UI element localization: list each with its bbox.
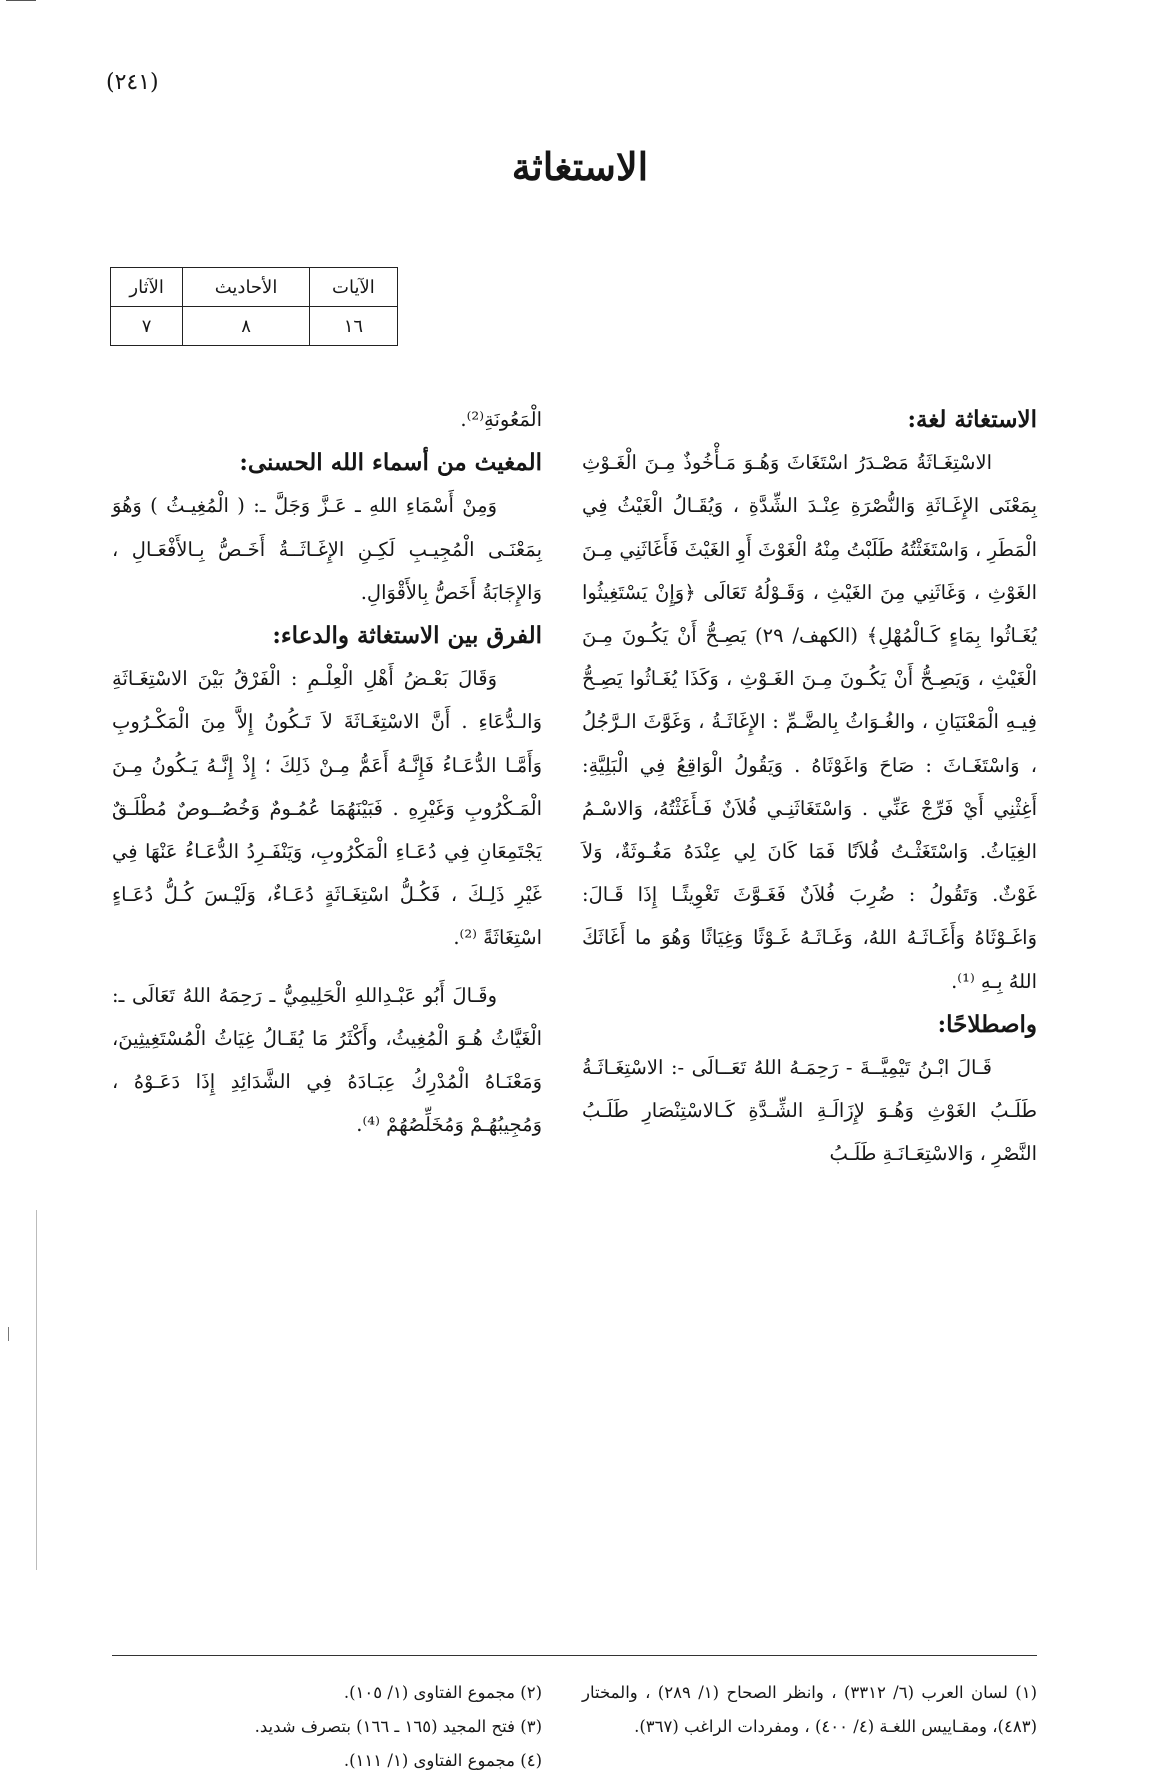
haleemi-paragraph: وقَـالَ أَبُو عَبْـدِاللهِ الْحَلِيمِيُّ ـ رَحِمَهُ اللهُ تَعَالَى ـ: الْغَيَّاثُ هُـوَ الْمُغِيثُ، وأَكْثَرُ مَا يُقَـالُ غِيَاثُ الْمُسْتَغِيثِينَ، وَمَعْنَـاهُ الْمُدْرِكُ عِبَـادَهُ فِي الشَّدَائِدِ إِذَا دَعَـوْهُ ، وَمُجِيبُهُـمْ وَمُخَلِّصُهُمْ ⁽⁴⁾.	[112, 983, 542, 1137]
farq-paragraph: وَقَالَ بَعْـضُ أَهْلِ الْعِلْـمِ : الْفَرْقُ بَيْنَ الاسْتِغَـاثَةِ وَالـدُّعَاءِ . أَنَّ الاسْتِغَـاثَةَ لاَ تَـكُونُ إِلاَّ مِنَ الْمَكْـرُوبِ وَأَمَّـا الدُّعَـاءُ فَإِنَّـهُ أَعَمُّ مِـنْ ذَلِكَ ؛ إِذْ إِنَّـهُ يَـكُونُ مِـنَ الْمَـكْرُوبِ وَغَيْرِهِ . فَبَيْنَهُمَا عُمُـومٌ وَخُصُــوصٌ مُطْلَـقٌ يَجْتَمِعَانِ فِي دُعَـاءِ الْمَكْرُوبِ، وَيَنْفَـرِدُ الدُّعَـاءُ عَنْهَا فِي غَيْرِ ذَلِـكَ ، فَكُـلُّ اسْتِغَـاثَةٍ دُعَـاءٌ، وَلَيْـسَ كُـلُّ دُعَـاءٍ اسْتِغَاثَةً ⁽²⁾.	[112, 667, 542, 950]
footnote-divider	[112, 1655, 1037, 1656]
lugha-paragraph: الاسْتِغَـاثَةُ مَصْـدَرُ اسْتَغَاثَ وَهُـوَ مَـأْخُوذٌ مِـنَ الْغَـوْثِ بِمَعْنَى الإِغَـاثَةِ وَالنُّصْرَةِ عِنْـدَ الشِّدَّةِ ، وَيُقَـالُ الْغَيْثُ فِي الْمَطَرِ ، وَاسْتَغَثْتُهُ طَلَبْتُ مِنْهُ الْغَوْثَ أَوِ الغَيْثَ فَأَغَاثَنِي مِـنَ الغَوْثِ ، وَغَاثَنِي مِنَ الغَيْثِ ، وَقَـوْلُهُ تَعَالَى ﴿وَإِنْ يَسْتَغِيثُوا يُغَـاثُوا بِمَاءٍ كَـالْمُهْلِ﴾ (الكهف/ ٢٩) يَصِـحُّ أَنْ يَكُـونَ مِـنَ الْغَيْثِ ، وَيَصِـحُّ أَنْ يَكُـونَ مِـنَ الغَـوْثِ ، وَكَذَا يُغَـاثُوا يَصِـحُّ فِيـهِ الْمَعْنَيَانِ ، والغُـوَاثُ بِالضَّـمِّ : الإِغَاثَـةُ ، وَغَوَّثَ الـرَّجُلُ ، وَاسْتَغَـاثَ : صَاحَ وَاغَوْثَاهُ . وَيَقُولُ الْوَاقِعُ فِي الْبَلِيَّةِ: أَغِثْنِي أَيْ فَرِّجْ عَنِّي . وَاسْتَغَاثَنِـي فُلاَنٌ فَـأَغَثْتُهُ، وَالاسْـمُ الغِيَاثُ. وَاسْتَغَثْـتُ فُلاَنًا فَمَا كَانَ لِي عِنْدَهُ مَغُـوثَةٌ، وَلاَ غَوْثٌ. وَتَقُولُ : ضُرِبَ فُلاَنٌ فَغَـوَّثَ تَغْوِيثًـا إِذَا قَـالَ: وَاغَـوْثَاهُ وَأَغَـاثَـهُ اللهُ، وَغَـاثَـهُ غَـوْثًا وَغِيَاثًا وَهُوَ ما أَغَاثَكَ اللهُ بِـهِ ⁽¹⁾.	[582, 451, 1037, 993]
left-column	[112, 398, 542, 1146]
footnote-4: (٤) مجموع الفتاوى (١/ ١١١).	[343, 1751, 542, 1770]
footnote-2: (٢) مجموع الفتاوى (١/ ١٠٥).	[343, 1683, 542, 1702]
counts-value-ahadith: ٨	[183, 307, 310, 346]
counts-header-ayat: الآيات	[309, 268, 397, 307]
counts-value-row	[111, 307, 398, 346]
counts-value-ayat: ١٦	[309, 307, 397, 346]
mugheeth-paragraph: وَمِنْ أَسْمَاءِ اللهِ ـ عَـزَّ وَجَلَّ ـ: ( الْمُغِيـثُ ) وَهُوَ بِمَعْنَـى الْمُجِيـبِ لَكِـنِ الإِغَـاثَــةُ أَخَـصُّ بِـالأَفْعَـالِ ، وَالإِجَابَةُ أَخَصُّ بِالأَقْوَالِ.	[112, 494, 542, 604]
counts-header-athar: الآثار	[111, 268, 183, 307]
continuation-text: الْمَعُونَةِ⁽²⁾.	[460, 408, 542, 431]
footnote-3: (٣) فتح المجيد (١٦٥ ـ ١٦٦) بتصرف شديد.	[254, 1717, 542, 1736]
page-title: الاستغاثة	[511, 144, 649, 189]
heading-lugha: الاستغاثة لغة:	[907, 406, 1037, 433]
counts-header-ahadith: الأحاديث	[183, 268, 310, 307]
heading-mugheeth: المغيث من أسماء الله الحسنى:	[239, 449, 542, 477]
counts-header-row	[111, 268, 398, 307]
scan-edge-tick	[8, 1327, 9, 1341]
scan-edge-line	[36, 1210, 37, 1570]
right-column	[582, 398, 1037, 1176]
heading-farq: الفرق بين الاستغاثة والدعاء:	[272, 622, 542, 650]
scan-edge-mark	[6, 0, 36, 1]
heading-istilahan: واصطلاحًا:	[937, 1010, 1037, 1038]
footnote-1: (١) لسان العرب (٦/ ٣٣١٢) ، وانظر الصحاح (١/ ٢٨٩) ، والمختار (٤٨٣)، ومقـاييس اللغـة (٤/ ٤٠٠) ، ومفردات الراغب (٣٦٧).	[582, 1683, 1038, 1736]
page-number: (٢٤١)	[106, 70, 159, 95]
counts-value-athar: ٧	[111, 307, 183, 346]
counts-table	[110, 267, 398, 346]
footnotes-left	[112, 1676, 542, 1778]
footnotes-right	[582, 1676, 1037, 1744]
istilahan-paragraph: قَـالَ ابْـنُ تَيْمِيَّــةَ - رَحِمَـهُ اللهُ تَعَــالَى -: الاسْتِغَـاثَـةُ طَلَـبُ الغَوْثِ وَهُـوَ لإِزَالَـةِ الشِّـدَّةِ كَـالاسْتِنْصَارِ طَلَـبُ النَّصْرِ ، وَالاسْتِعَـانَـةِ طَلَـبُ	[582, 1056, 1037, 1166]
